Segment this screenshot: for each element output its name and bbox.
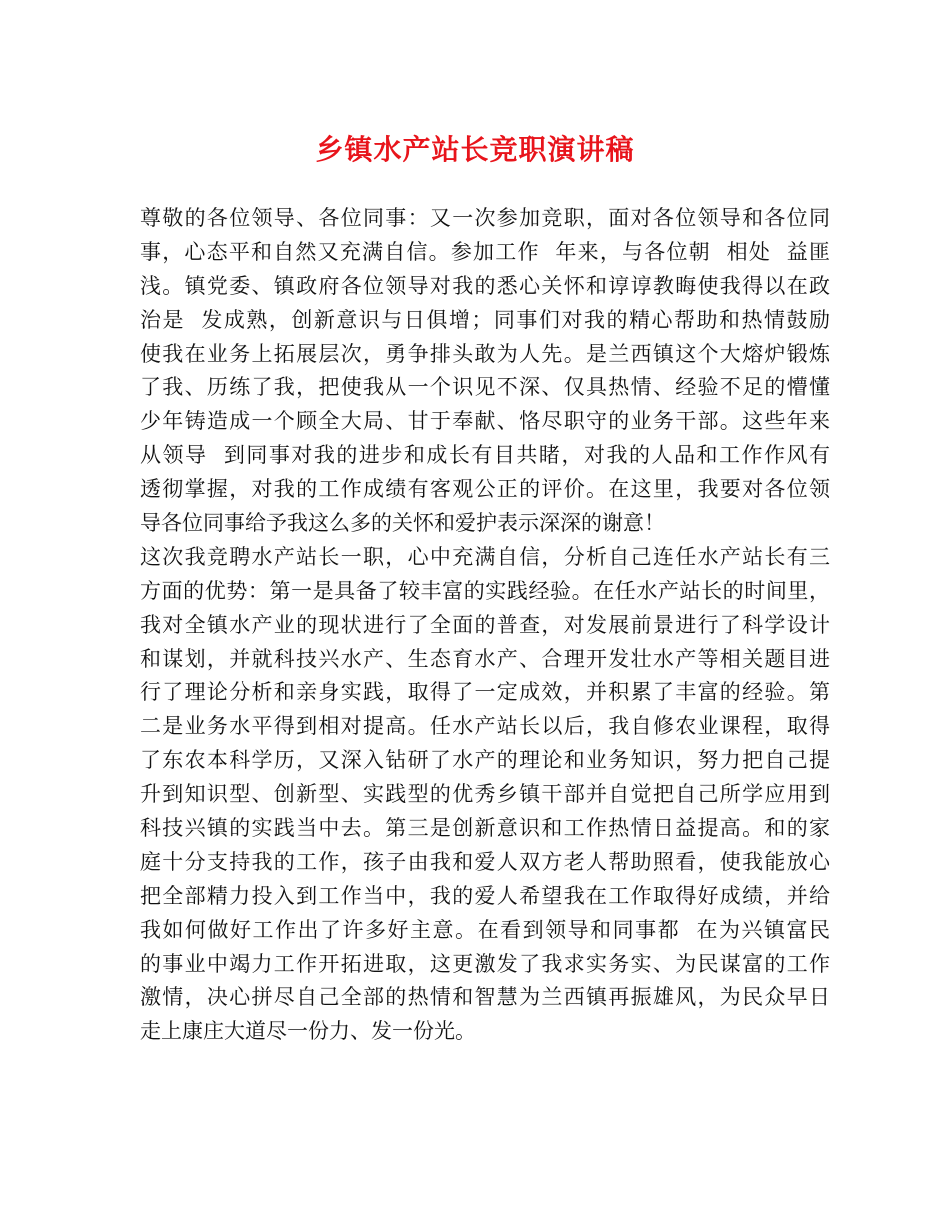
text-line: 走上康庄大道尽一份力、发一份光。: [140, 1019, 476, 1044]
text-line: 这次我竞聘水产站长一职，心中充满自信，分析自己连任水产站长有三: [140, 544, 830, 569]
text-line: 了东农本科学历，又深入钻研了水产的理论和业务知识，努力把自己提: [140, 748, 830, 773]
text-line: 导各位同事给予我这么多的关怀和爱护表示深深的谢意！: [140, 511, 665, 536]
text-line: 我对全镇水产业的现状进行了全面的普查，对发展前景进行了科学设计: [140, 612, 830, 637]
text-line: 升到知识型、创新型、实践型的优秀乡镇干部并自觉把自己所学应用到: [140, 782, 830, 807]
text-line: 少年铸造成一个顾全大局、甘于奉献、恪尽职守的业务干部。这些年来: [140, 409, 830, 434]
text-line: 从领导 到同事对我的进步和成长有目共睹，对我的人品和工作作风有: [140, 443, 830, 468]
text-line: 了我、历练了我，把使我从一个识见不深、仅具热情、经验不足的懵懂: [140, 375, 830, 400]
text-line: 科技兴镇的实践当中去。第三是创新意识和工作热情日益提高。和的家: [140, 816, 830, 841]
document-body: [140, 202, 830, 1049]
text-line: 二是业务水平得到相对提高。任水产站长以后，我自修农业课程，取得: [140, 714, 830, 739]
text-line: 我如何做好工作出了许多好主意。在看到领导和同事都 在为兴镇富民: [140, 917, 830, 942]
text-line: 尊敬的各位领导、各位同事：又一次参加竞职，面对各位领导和各位同: [140, 206, 830, 230]
text-line: 激情，决心拼尽自己全部的热情和智慧为兰西镇再振雄风，为民众早日: [140, 985, 830, 1010]
text-line: 和谋划，并就科技兴水产、生态育水产、合理开发壮水产等相关题目进: [140, 646, 830, 671]
text-line: 的事业中竭力工作开拓进取，这更激发了我求实务实、为民谋富的工作: [140, 951, 830, 976]
text-line: 事，心态平和自然又充满自信。参加工作 年来，与各位朝 相处 益匪: [140, 239, 830, 264]
text-line: 庭十分支持我的工作，孩子由我和爱人双方老人帮助照看，使我能放心: [140, 849, 830, 874]
document-title: 乡镇水产站长竞职演讲稿: [315, 133, 635, 166]
text-line: 行了理论分析和亲身实践，取得了一定成效，并积累了丰富的经验。第: [140, 680, 830, 705]
text-line: 治是 发成熟，创新意识与日俱增；同事们对我的精心帮助和热情鼓励: [140, 307, 830, 332]
text-line: 使我在业务上拓展层次，勇争排头敢为人先。是兰西镇这个大熔炉锻炼: [140, 341, 830, 366]
text-line: 方面的优势：第一是具备了较丰富的实践经验。在任水产站长的时间里，: [140, 578, 830, 603]
text-line: 浅。镇党委、镇政府各位领导对我的悉心关怀和谆谆教晦使我得以在政: [140, 273, 830, 298]
text-line: 把全部精力投入到工作当中，我的爱人希望我在工作取得好成绩，并给: [140, 883, 830, 908]
text-line: 透彻掌握，对我的工作成绩有客观公正的评价。在这里，我要对各位领: [140, 477, 830, 502]
